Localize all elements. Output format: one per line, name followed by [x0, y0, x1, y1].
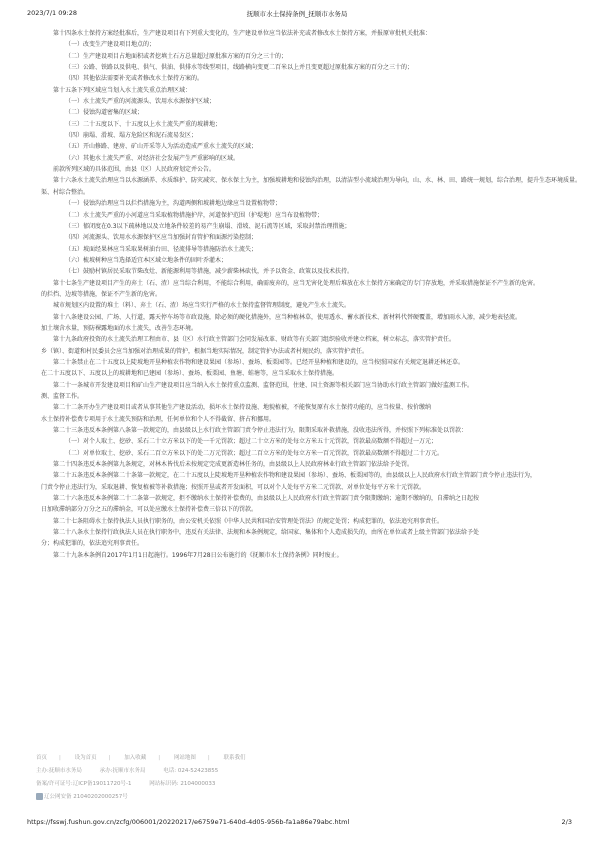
print-page-title: 抚顺市水土保持条例_抚顺市水务局 [246, 10, 348, 18]
print-header [0, 9, 594, 21]
article-paragraph: 第十七条生产建设项目产生的弃土（石、渣）应当综合利用，不能综合利用，确需废弃的，应当无害化处理后堆放在水土保持方案确定的专门存放地，并采取措施保证不产生新的危害。 [53, 279, 540, 287]
article-paragraph: 分；构成犯罪的，依法追究刑事责任。 [41, 540, 144, 548]
article-paragraph: （二）对单位取土、挖砂、采石二百立方米以下的处二万元罚款；超过二百立方米的处每立方米一百元罚款，罚款最高数额不得超过二十万元。 [65, 449, 444, 457]
article-paragraph: （二）水土流失严重的小河道应当采取植物措施护岸，河道保护范围（护堤地）应当布设植物带； [65, 211, 324, 219]
footer-link-home[interactable]: 首页 [36, 755, 48, 761]
article-paragraph: 水土保持补偿费专项用于水土流失预防和治理，任何单位和个人不得截留、挤占和挪用。 [41, 415, 276, 423]
print-url: https://fsswj.fushun.gov.cn/zcfg/006001/20220217/e6759e71-640d-4d05-956b-fa1a86e79abc.html [27, 818, 350, 826]
article-paragraph: 第二十二条开办生产建设项目或者从事其他生产建设活动，损坏水土保持设施、地貌植被，不能恢复原有水土保持功能的，应当按量、按价缴纳 [53, 404, 432, 412]
footer-link-sitemap[interactable]: 网站地图 [173, 755, 196, 761]
article-paragraph: 第二十七条阻碍水土保持执法人员执行职务的，由公安机关依照《中华人民共和国治安管理处罚法》的规定处罚；构成犯罪的，依法追究刑事责任。 [53, 517, 444, 525]
article-paragraph: 第二十八条水土保持行政执法人员在执行职务中，违反有关法律、法规和本条例规定，给国家、集体和个人造成损失的，由所在单位或者上级主管部门依法给予处 [53, 529, 480, 537]
article-paragraph: （二）生产建设项目占地面积或者挖填土石方总量超过原批准方案的百分之三十的； [65, 52, 288, 60]
article-paragraph: 第十六条水土流失治理应当以水源涵养、水质维护、防灾减灾、保水保土为主，加强坡耕地和侵蚀沟治理，以清洁型小流域治理为导向，山、水、林、田、路统一规划，综合治理，提升生态环境质量。 [53, 177, 582, 185]
article-paragraph: （三）二十五度以下、十五度以上水土流失严重的坡耕地； [65, 120, 222, 128]
article-paragraph: 前款所列区域的具体范围，由县（区）人民政府划定并公告。 [53, 166, 216, 174]
article-paragraph: 城市规划区内设置的堆土（料）、弃土（石、渣）场应当实行严格的水土保持监督管理制度，避免产生水土流失。 [53, 302, 351, 310]
article-paragraph: 第二十三条违反本条例第八条第一款规定的，由县级以上水行政主管部门责令停止违法行为，限期采取补救措施，没收违法所得，并按照下列标准处以罚款： [53, 427, 468, 435]
article-paragraph: 第二十五条违反本条例第二十条第一款规定，在二十五度以上陡坡地开垦种植农作物和建设果园（参场）、蚕场、板栗园等的，由县级以上人民政府水行政主管部门责令停止违法行为， [53, 472, 537, 480]
print-footer [27, 818, 572, 830]
print-datetime: 2023/7/1 09:28 [27, 9, 77, 17]
footer-link-contact[interactable]: 联系我们 [223, 755, 246, 761]
footer-links: 首页 | 设为首页 | 加入收藏 | 网站地图 | 联系我们 [36, 755, 246, 761]
article-paragraph: （四）其他依法需要补充或者修改水土保持方案的。 [65, 75, 204, 83]
article-paragraph: 测、监督工作。 [41, 393, 84, 400]
article-paragraph: （一）水土流失严重的河流源头、饮用水水源保护区域； [65, 98, 216, 106]
article-paragraph: 第十八条建设公园、广场、人行道，露天停车场等市政设施，除必须的硬化措施外，应当种植林草，使用透水、蓄水新技术、新材料代替硬覆盖，增加雨水入渗，减少地表径流。 [53, 313, 522, 321]
footer-icp-row [36, 778, 576, 791]
article-paragraph: 第十九条政府投资的水土流失治理工程由市、县（区）水行政主管部门会同发展改革、财政等有关部门组织验收并建立档案，树立标志，落实管护责任。 [53, 336, 456, 344]
article-paragraph: 渠、村综合整治。 [41, 188, 90, 196]
footer-icp[interactable]: 备案/许可证号:辽ICP备19011720号-1 [36, 781, 132, 787]
police-badge-icon [36, 793, 43, 800]
article-paragraph: 第二十六条违反本条例第二十二条第一款规定，拒不缴纳水土保持补偿费的，由县级以上人民政府水行政主管部门责令限期缴纳；逾期不缴纳的，自滞纳之日起按 [53, 495, 480, 503]
footer-link-favorite[interactable]: 加入收藏 [124, 755, 147, 761]
footer-org-row [36, 765, 576, 778]
article-paragraph: （五）坡面经果林应当采取果树油台田、径流排导等措施防治水土流失； [65, 245, 258, 253]
footer-link-set-home[interactable]: 设为首页 [74, 755, 97, 761]
article-paragraph: 日加收滞纳部分万分之五的滞纳金，可以处应缴水土保持补偿费三倍以下的罚款。 [41, 506, 258, 514]
article-paragraph: 门责令停止违法行为，采取退耕、恢复植被等补救措施；按照开垦或者开发面积，可以对个人处每平方米二元罚款、对单位处每平方米十元罚款。 [41, 483, 426, 491]
article-paragraph: 第二十四条违反本条例第九条规定，对林木皆伐后未按规定完成更新造林任务的，由县级以上人民政府林业行政主管部门依法给予处罚。 [53, 461, 414, 469]
article-paragraph: 第十四条水土保持方案经批准后，生产建设项目有下列重大变化的，生产建设单位应当依法补充或者修改水土保持方案，并报原审批机关批准： [53, 30, 432, 37]
article-paragraph: （六）其他水土流失严重、对经济社会发展产生严重影响的区域。 [65, 154, 240, 162]
site-footer [36, 752, 576, 804]
article-paragraph: 第二十条禁止在二十五度以上陡坡地开垦种植农作物和建设果园（参场）、蚕场、板栗园等。已经开垦种植和建设的，应当按照国家有关规定退耕还林还草。 [53, 358, 465, 366]
article-paragraph: （四）崩塌、滑坡、塌方危险区和泥石流易发区； [65, 132, 198, 140]
footer-site-id: 网站标识码: 2104000033 [149, 781, 216, 787]
article-paragraph: （三）郁闭度在0.3以下疏林地以及立地条件较差的易产生崩塌、滑坡、泥石流等区域，采取封禁治理措施； [65, 222, 351, 230]
footer-organizer: 承办:抚顺市水务局 [99, 768, 146, 774]
article-paragraph: （七）鼓励村镇居民采取节柴改灶、新能源利用等措施，减少薪柴林砍伐，并予以资金、政策以及技术扶持。 [65, 268, 354, 276]
article-paragraph: （一）侵蚀沟治理应当以拦挡措施为主，沟道两侧和坡耕地边缘应当设置植物带； [65, 200, 282, 208]
article-paragraph: （一）改变生产建设项目地点的； [65, 41, 156, 49]
article-body [41, 28, 594, 561]
article-paragraph: 乡（镇）、街道和村民委员会应当加强对治理成果的管护，根据当地实际情况，制定管护办法或者村规民约，落实管护责任。 [41, 347, 369, 355]
footer-police[interactable]: 辽公网安备 21040202000257号 [44, 794, 128, 800]
article-paragraph: （六）梳坡树种应当选择适宜本区域立地条件的固叶乔灌木； [65, 256, 228, 264]
article-paragraph: （一）对个人取土、挖砂、采石二十立方米以下的处一千元罚款；超过二十立方米的处每立方米五十元罚款，罚款最高数额不得超过一万元； [65, 438, 438, 446]
article-paragraph: （二）侵蚀沟道密集的区域； [65, 109, 144, 117]
article-paragraph: 加土壤含水量，预防裸露地面的水土流失，改善生态环境。 [41, 324, 198, 332]
footer-phone: 电话: 024-52423855 [163, 768, 219, 774]
footer-police-row [36, 791, 576, 804]
article-paragraph: 第十五条下列区域应当划入水土流失重点治理区域： [53, 86, 192, 94]
article-paragraph: （三）公路、铁路以及供电、供气、供油、供排水等线型项目，线路横向变更二百米以上并且变更超过原批准方案的百分之三十的； [65, 64, 414, 72]
footer-sponsor: 主办:抚顺市水务局 [36, 768, 82, 774]
print-page-number: 2/3 [561, 818, 572, 826]
article-paragraph: 第二十九条本条例自2017年1月1日起施行。1996年7月28日公布施行的《抚顺市水土保持条例》同时废止。 [53, 551, 343, 559]
article-paragraph: 的拦挡、边坡等措施，保证不产生新的危害。 [41, 290, 162, 298]
article-paragraph: （五）开山修路、建房、矿山开采等人为活动造成严重水土流失的区域； [65, 143, 258, 151]
article-paragraph: 在二十五度以下、五度以上的坡耕地和已建园（参场）、蚕场、板栗园、鱼塘、蛙塘等，应当采取水土保持措施。 [41, 370, 339, 378]
article-paragraph: 第二十一条城市开发建设项目和矿山生产建设项目应当纳入水土保持重点监测、监督范围，住建、国土资源等相关部门应当协助水行政主管部门做好监测工作。 [53, 381, 474, 389]
article-paragraph: （四）河流源头、饮用水水源保护区应当加强封育管护和面源污染控制； [65, 234, 258, 242]
